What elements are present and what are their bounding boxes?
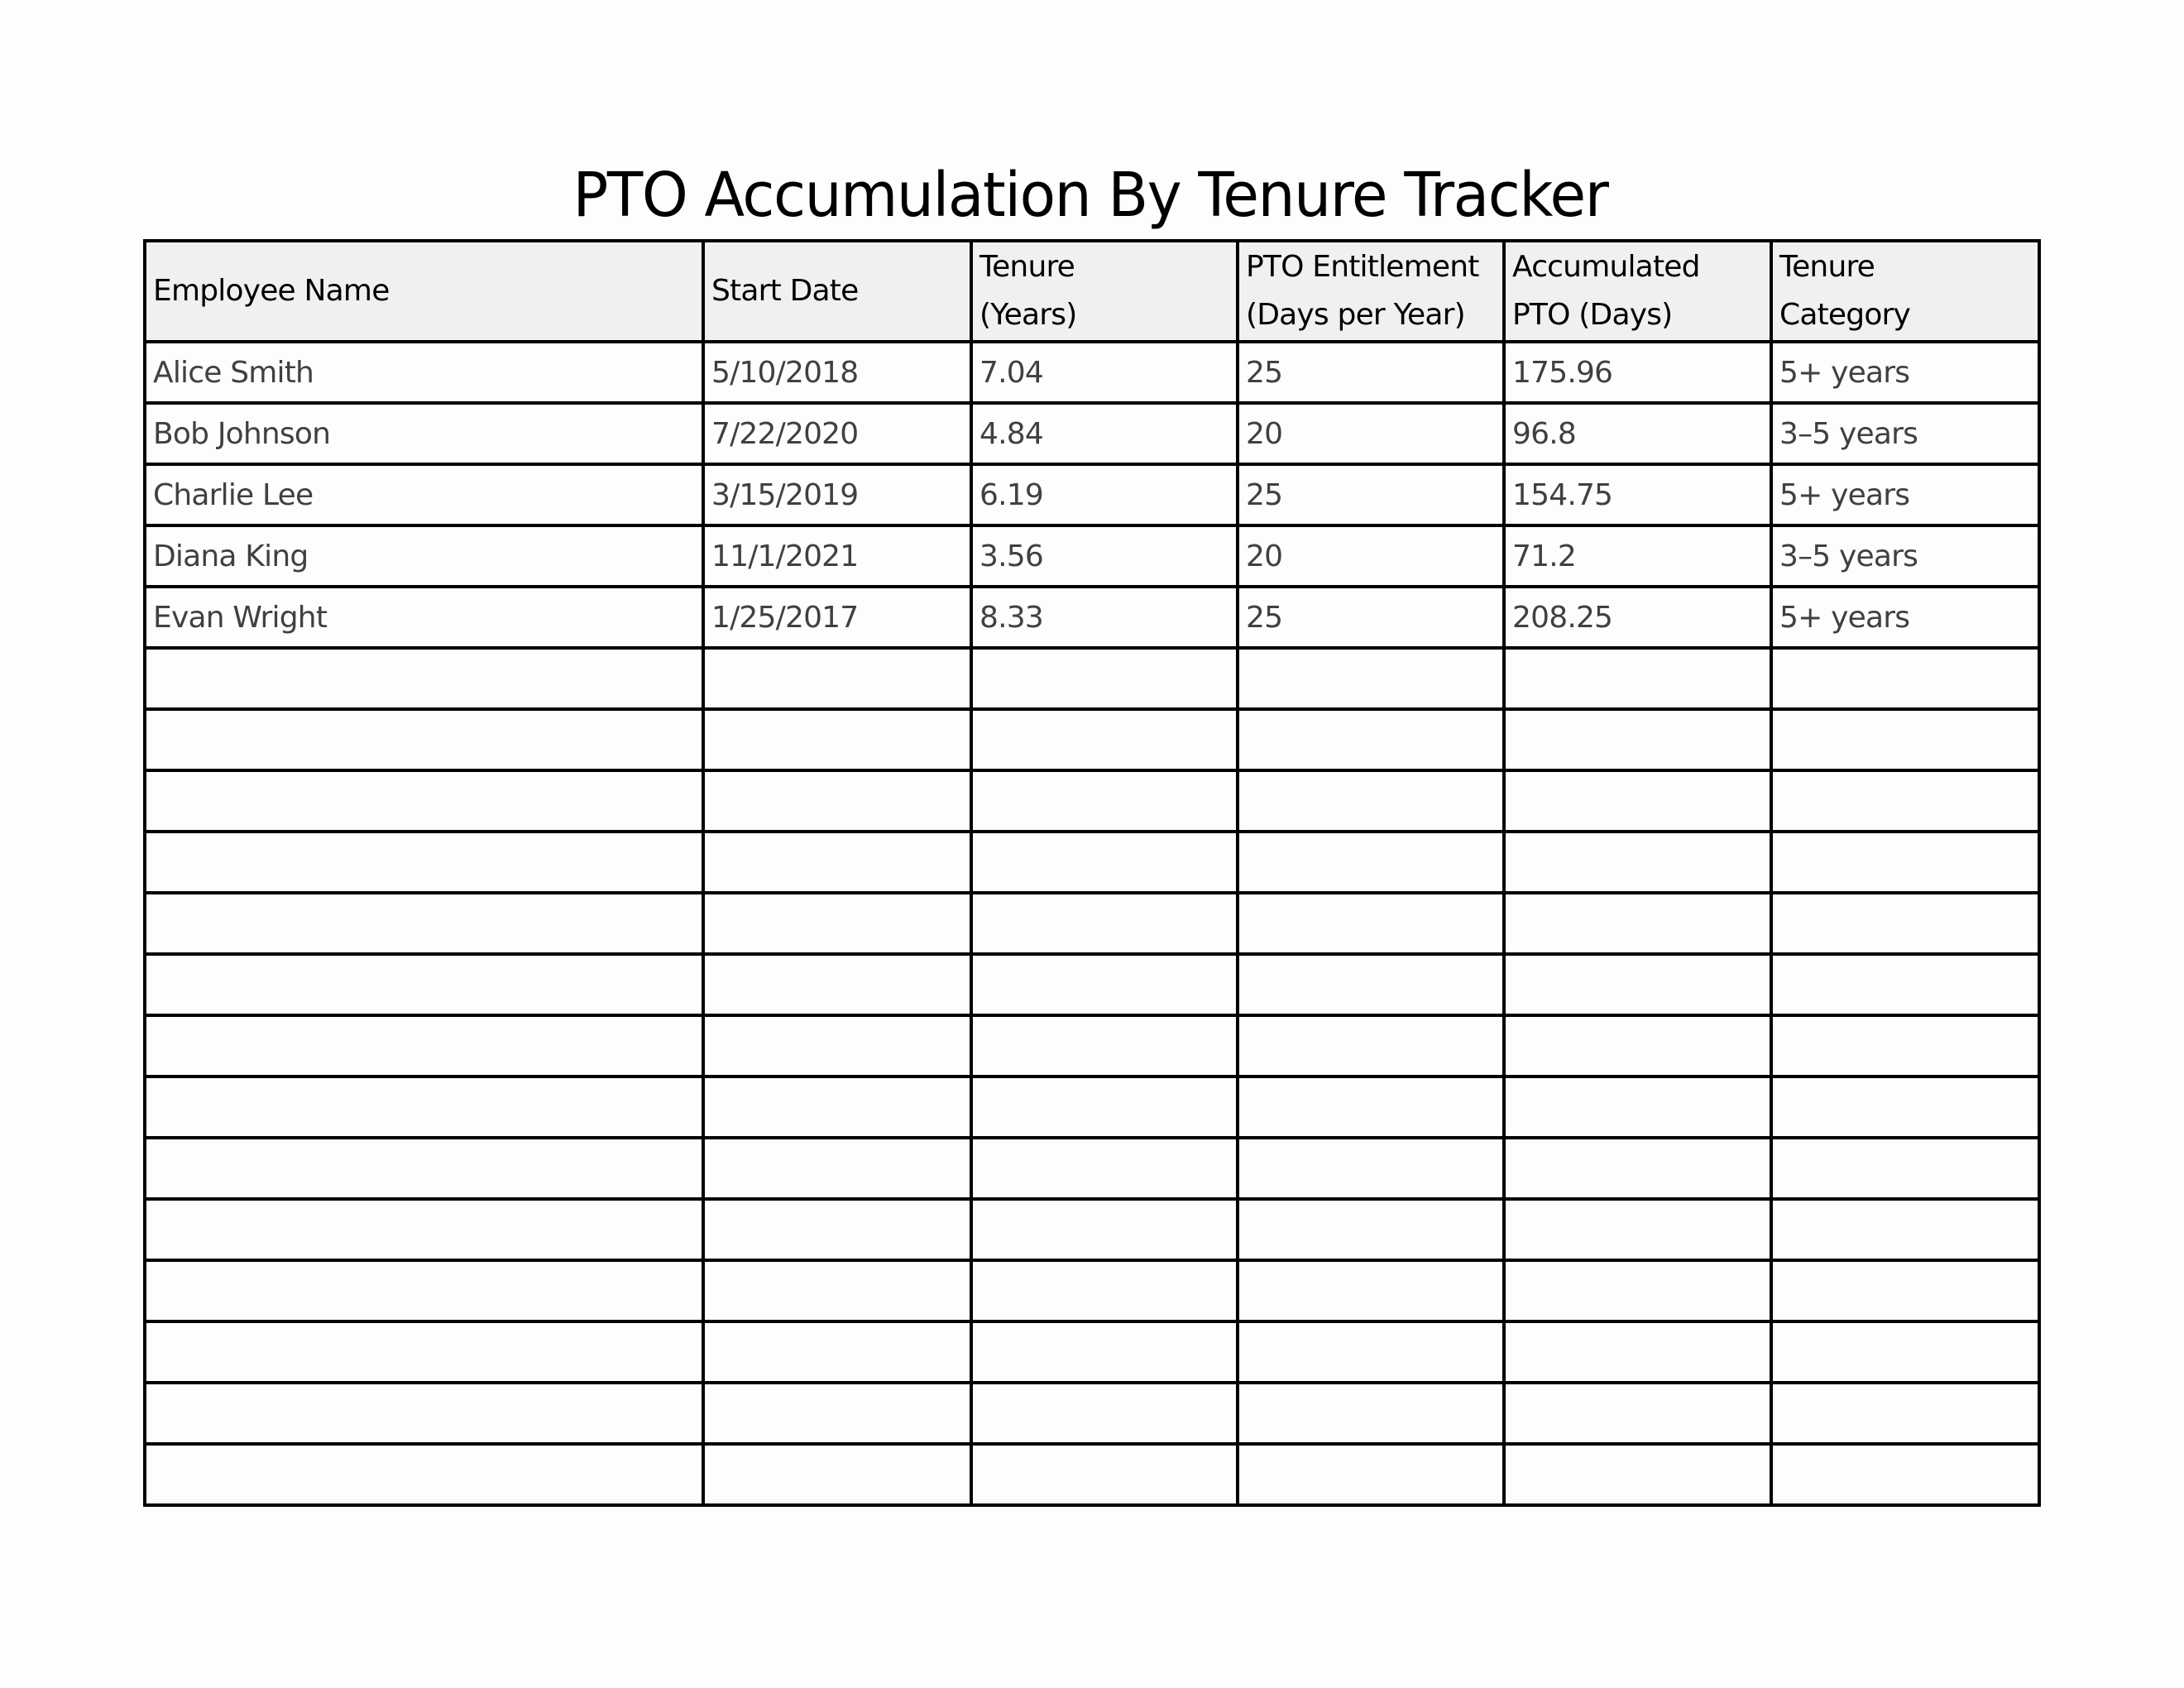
accumulated-pto-cell[interactable]: 71.2 [1504,525,1771,587]
tenure-category-cell[interactable]: 5+ years [1771,464,2039,525]
tenure-category-cell[interactable]: 5+ years [1771,342,2039,403]
pto-entitlement-cell[interactable]: 25 [1238,342,1504,403]
accumulated-pto-cell[interactable] [1504,1383,1771,1444]
employee-name-cell[interactable] [145,709,703,770]
table-row [145,648,2039,709]
pto-entitlement-cell[interactable] [1238,1383,1504,1444]
tenure-years-cell[interactable]: 7.04 [971,342,1238,403]
table-row [145,342,2039,403]
tenure-years-cell[interactable]: 8.33 [971,587,1238,648]
table-row [145,832,2039,893]
employee-name-cell[interactable] [145,770,703,832]
accumulated-pto-cell[interactable] [1504,770,1771,832]
accumulated-pto-cell[interactable] [1504,893,1771,954]
tenure-years-cell[interactable] [971,1199,1238,1260]
start-date-cell[interactable] [703,893,971,954]
header-label: Employee Name [153,274,390,308]
accumulated-pto-cell[interactable] [1504,1444,1771,1505]
header-label-line1: Accumulated [1512,250,1700,284]
accumulated-pto-cell[interactable]: 154.75 [1504,464,1771,525]
pto-entitlement-cell[interactable] [1238,1015,1504,1077]
table-row [145,1444,2039,1505]
pto-entitlement-cell[interactable] [1238,1321,1504,1383]
tenure-category-cell[interactable] [1771,770,2039,832]
employee-name-cell[interactable] [145,1138,703,1199]
pto-entitlement-cell[interactable] [1238,1199,1504,1260]
employee-name-cell[interactable] [145,648,703,709]
accumulated-pto-cell[interactable] [1504,1260,1771,1321]
employee-name-cell[interactable]: Bob Johnson [145,403,703,464]
pto-entitlement-cell[interactable] [1238,709,1504,770]
table-row [145,525,2039,587]
table-row [145,1138,2039,1199]
start-date-cell[interactable] [703,832,971,893]
start-date-cell[interactable] [703,709,971,770]
start-date-cell[interactable] [703,1383,971,1444]
pto-entitlement-cell[interactable]: 20 [1238,525,1504,587]
employee-name-cell[interactable]: Diana King [145,525,703,587]
accumulated-pto-cell[interactable]: 175.96 [1504,342,1771,403]
table-row [145,464,2039,525]
tenure-category-cell[interactable] [1771,1199,2039,1260]
header-label: Start Date [711,274,859,308]
pto-entitlement-cell[interactable] [1238,1260,1504,1321]
start-date-cell[interactable] [703,1321,971,1383]
accumulated-pto-cell[interactable] [1504,954,1771,1015]
pto-entitlement-cell[interactable]: 20 [1238,403,1504,464]
table-row [145,770,2039,832]
start-date-cell[interactable]: 5/10/2018 [703,342,971,403]
tenure-category-cell[interactable] [1771,1015,2039,1077]
header-employee-name[interactable] [145,241,703,342]
tenure-years-cell[interactable]: 6.19 [971,464,1238,525]
tenure-category-cell[interactable] [1771,832,2039,893]
tenure-years-cell[interactable]: 3.56 [971,525,1238,587]
table-row [145,1260,2039,1321]
start-date-cell[interactable]: 3/15/2019 [703,464,971,525]
header-label-line2: Category [1779,298,1911,332]
tenure-category-cell[interactable] [1771,1260,2039,1321]
tenure-years-cell[interactable] [971,832,1238,893]
accumulated-pto-cell[interactable] [1504,1199,1771,1260]
accumulated-pto-cell[interactable] [1504,1015,1771,1077]
tenure-category-cell[interactable] [1771,1138,2039,1199]
tenure-category-cell[interactable] [1771,1383,2039,1444]
pto-entitlement-cell[interactable] [1238,1138,1504,1199]
page-title: PTO Accumulation By Tenure Tracker [572,160,1608,231]
table-row [145,1321,2039,1383]
tenure-years-cell[interactable] [971,893,1238,954]
accumulated-pto-cell[interactable]: 96.8 [1504,403,1771,464]
pto-entitlement-cell[interactable] [1238,954,1504,1015]
tenure-years-cell[interactable] [971,770,1238,832]
table-row [145,709,2039,770]
employee-name-cell[interactable] [145,1077,703,1138]
header-label-line2: (Years) [979,298,1077,332]
header-accumulated-pto[interactable] [1504,241,1771,342]
accumulated-pto-cell[interactable] [1504,1077,1771,1138]
table-row [145,1015,2039,1077]
tenure-years-cell[interactable] [971,709,1238,770]
tenure-years-cell[interactable] [971,1138,1238,1199]
tenure-category-cell[interactable]: 5+ years [1771,587,2039,648]
employee-name-cell[interactable] [145,893,703,954]
start-date-cell[interactable] [703,1015,971,1077]
table-row [145,1199,2039,1260]
pto-entitlement-cell[interactable] [1238,832,1504,893]
pto-table [143,239,2041,1507]
pto-entitlement-cell[interactable] [1238,770,1504,832]
table-row [145,954,2039,1015]
employee-name-cell[interactable] [145,1199,703,1260]
tenure-years-cell[interactable] [971,648,1238,709]
pto-entitlement-cell[interactable] [1238,648,1504,709]
tenure-category-cell[interactable] [1771,709,2039,770]
header-label-line2: (Days per Year) [1246,298,1465,332]
employee-name-cell[interactable] [145,1015,703,1077]
employee-name-cell[interactable] [145,832,703,893]
employee-name-cell[interactable] [145,1444,703,1505]
accumulated-pto-cell[interactable] [1504,648,1771,709]
header-label-line2: PTO (Days) [1512,298,1673,332]
tenure-years-cell[interactable] [971,1321,1238,1383]
tenure-category-cell[interactable] [1771,1444,2039,1505]
start-date-cell[interactable] [703,1077,971,1138]
header-tenure-years[interactable] [971,241,1238,342]
tenure-category-cell[interactable]: 3–5 years [1771,525,2039,587]
tenure-category-cell[interactable] [1771,648,2039,709]
start-date-cell[interactable]: 11/1/2021 [703,525,971,587]
employee-name-cell[interactable]: Evan Wright [145,587,703,648]
accumulated-pto-cell[interactable]: 208.25 [1504,587,1771,648]
tenure-years-cell[interactable] [971,1015,1238,1077]
employee-name-cell[interactable] [145,1383,703,1444]
employee-name-cell[interactable]: Charlie Lee [145,464,703,525]
start-date-cell[interactable] [703,648,971,709]
tenure-years-cell[interactable] [971,1383,1238,1444]
pto-entitlement-cell[interactable]: 25 [1238,464,1504,525]
table-row [145,893,2039,954]
start-date-cell[interactable] [703,954,971,1015]
tenure-category-cell[interactable] [1771,893,2039,954]
employee-name-cell[interactable] [145,1260,703,1321]
employee-name-cell[interactable]: Alice Smith [145,342,703,403]
start-date-cell[interactable] [703,1199,971,1260]
accumulated-pto-cell[interactable] [1504,1138,1771,1199]
tenure-years-cell[interactable] [971,1077,1238,1138]
tenure-years-cell[interactable]: 4.84 [971,403,1238,464]
table-row [145,1383,2039,1444]
employee-name-cell[interactable] [145,1321,703,1383]
table-row [145,403,2039,464]
header-start-date[interactable] [703,241,971,342]
header-pto-entitlement[interactable] [1238,241,1504,342]
header-label-line1: Tenure [1779,250,1875,284]
header-tenure-category[interactable] [1771,241,2039,342]
pto-entitlement-cell[interactable] [1238,1444,1504,1505]
tenure-years-cell[interactable] [971,1260,1238,1321]
tenure-category-cell[interactable] [1771,1077,2039,1138]
tenure-category-cell[interactable]: 3–5 years [1771,403,2039,464]
header-row [145,241,2039,342]
start-date-cell[interactable] [703,1444,971,1505]
table-row [145,587,2039,648]
tenure-category-cell[interactable] [1771,1321,2039,1383]
start-date-cell[interactable] [703,770,971,832]
start-date-cell[interactable] [703,1260,971,1321]
pto-entitlement-cell[interactable] [1238,1077,1504,1138]
tenure-category-cell[interactable] [1771,954,2039,1015]
pto-entitlement-cell[interactable] [1238,893,1504,954]
header-label-line1: PTO Entitlement [1246,250,1479,284]
table-row [145,1077,2039,1138]
accumulated-pto-cell[interactable] [1504,832,1771,893]
start-date-cell[interactable] [703,1138,971,1199]
accumulated-pto-cell[interactable] [1504,709,1771,770]
header-label-line1: Tenure [979,250,1075,284]
employee-name-cell[interactable] [145,954,703,1015]
start-date-cell[interactable]: 7/22/2020 [703,403,971,464]
start-date-cell[interactable]: 1/25/2017 [703,587,971,648]
tenure-years-cell[interactable] [971,954,1238,1015]
pto-entitlement-cell[interactable]: 25 [1238,587,1504,648]
tenure-years-cell[interactable] [971,1444,1238,1505]
accumulated-pto-cell[interactable] [1504,1321,1771,1383]
